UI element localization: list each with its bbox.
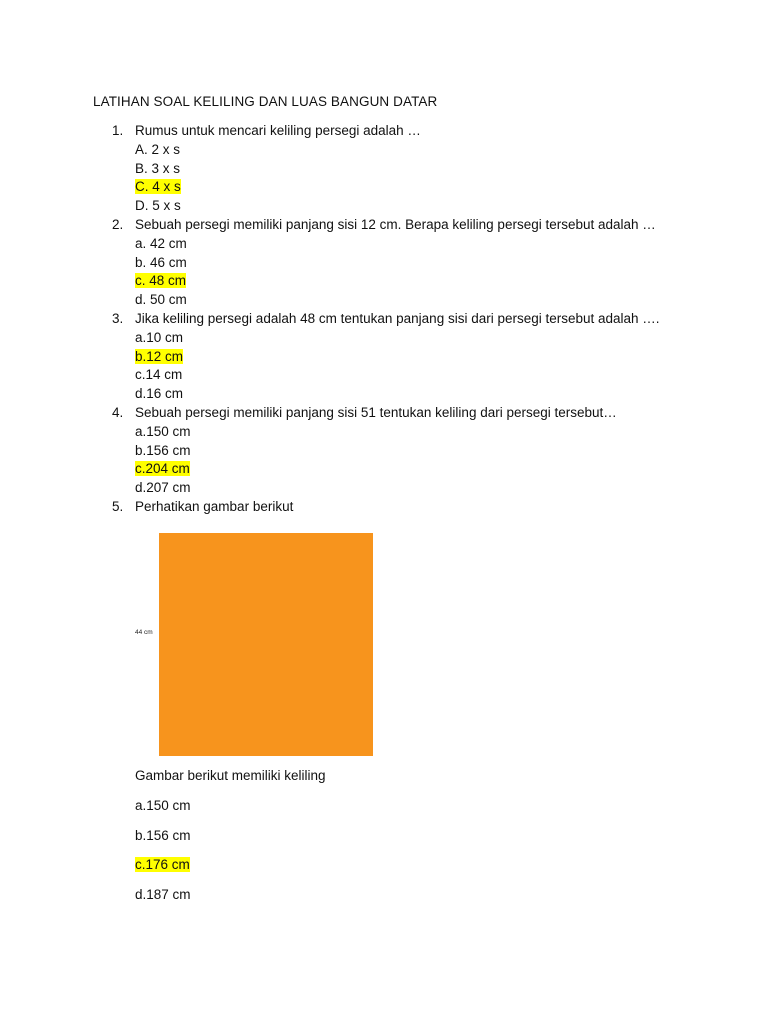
option-d: d.16 cm	[135, 386, 184, 402]
question-text: Jika keliling persegi adalah 48 cm tentukan panjang sisi dari persegi tersebut adalah ….	[135, 311, 660, 326]
question-number: 5.	[112, 499, 124, 514]
q5-option-c-answer: c.176 cm	[135, 857, 190, 872]
option-b: b. 46 cm	[135, 254, 187, 270]
question-text: Rumus untuk mencari keliling persegi adalah …	[135, 123, 421, 138]
q5-option-b: b.156 cm	[135, 828, 191, 843]
q5-option-d: d.187 cm	[135, 887, 191, 902]
option-d: d. 50 cm	[135, 292, 187, 308]
option-d: d.207 cm	[135, 480, 191, 496]
square-side-label: 44 cm	[135, 629, 153, 636]
question-number: 1.	[112, 123, 124, 138]
q5-option-a: a.150 cm	[135, 798, 191, 813]
option-a: a.10 cm	[135, 329, 184, 345]
option-c-answer: c.204 cm	[135, 461, 190, 477]
orange-square-figure	[159, 533, 373, 756]
question-text: Sebuah persegi memiliki panjang sisi 12 cm. Berapa keliling persegi tersebut adalah …	[135, 217, 656, 232]
option-c-answer: c. 48 cm	[135, 273, 187, 289]
question-number: 4.	[112, 405, 124, 420]
question-number: 2.	[112, 217, 124, 232]
option-c-answer: C. 4 x s	[135, 179, 181, 195]
option-a: a. 42 cm	[135, 235, 187, 251]
page-title: LATIHAN SOAL KELILING DAN LUAS BANGUN DATAR	[93, 94, 438, 109]
option-d: D. 5 x s	[135, 198, 181, 214]
option-c: c.14 cm	[135, 367, 183, 383]
option-a: A. 2 x s	[135, 141, 181, 157]
q5-prompt: Gambar berikut memiliki keliling	[135, 768, 326, 783]
option-a: a.150 cm	[135, 423, 191, 439]
option-b-answer: b.12 cm	[135, 348, 184, 364]
question-text: Perhatikan gambar berikut	[135, 499, 294, 514]
option-b: B. 3 x s	[135, 160, 181, 176]
question-text: Sebuah persegi memiliki panjang sisi 51 tentukan keliling dari persegi tersebut…	[135, 405, 617, 420]
question-number: 3.	[112, 311, 124, 326]
option-b: b.156 cm	[135, 442, 191, 458]
